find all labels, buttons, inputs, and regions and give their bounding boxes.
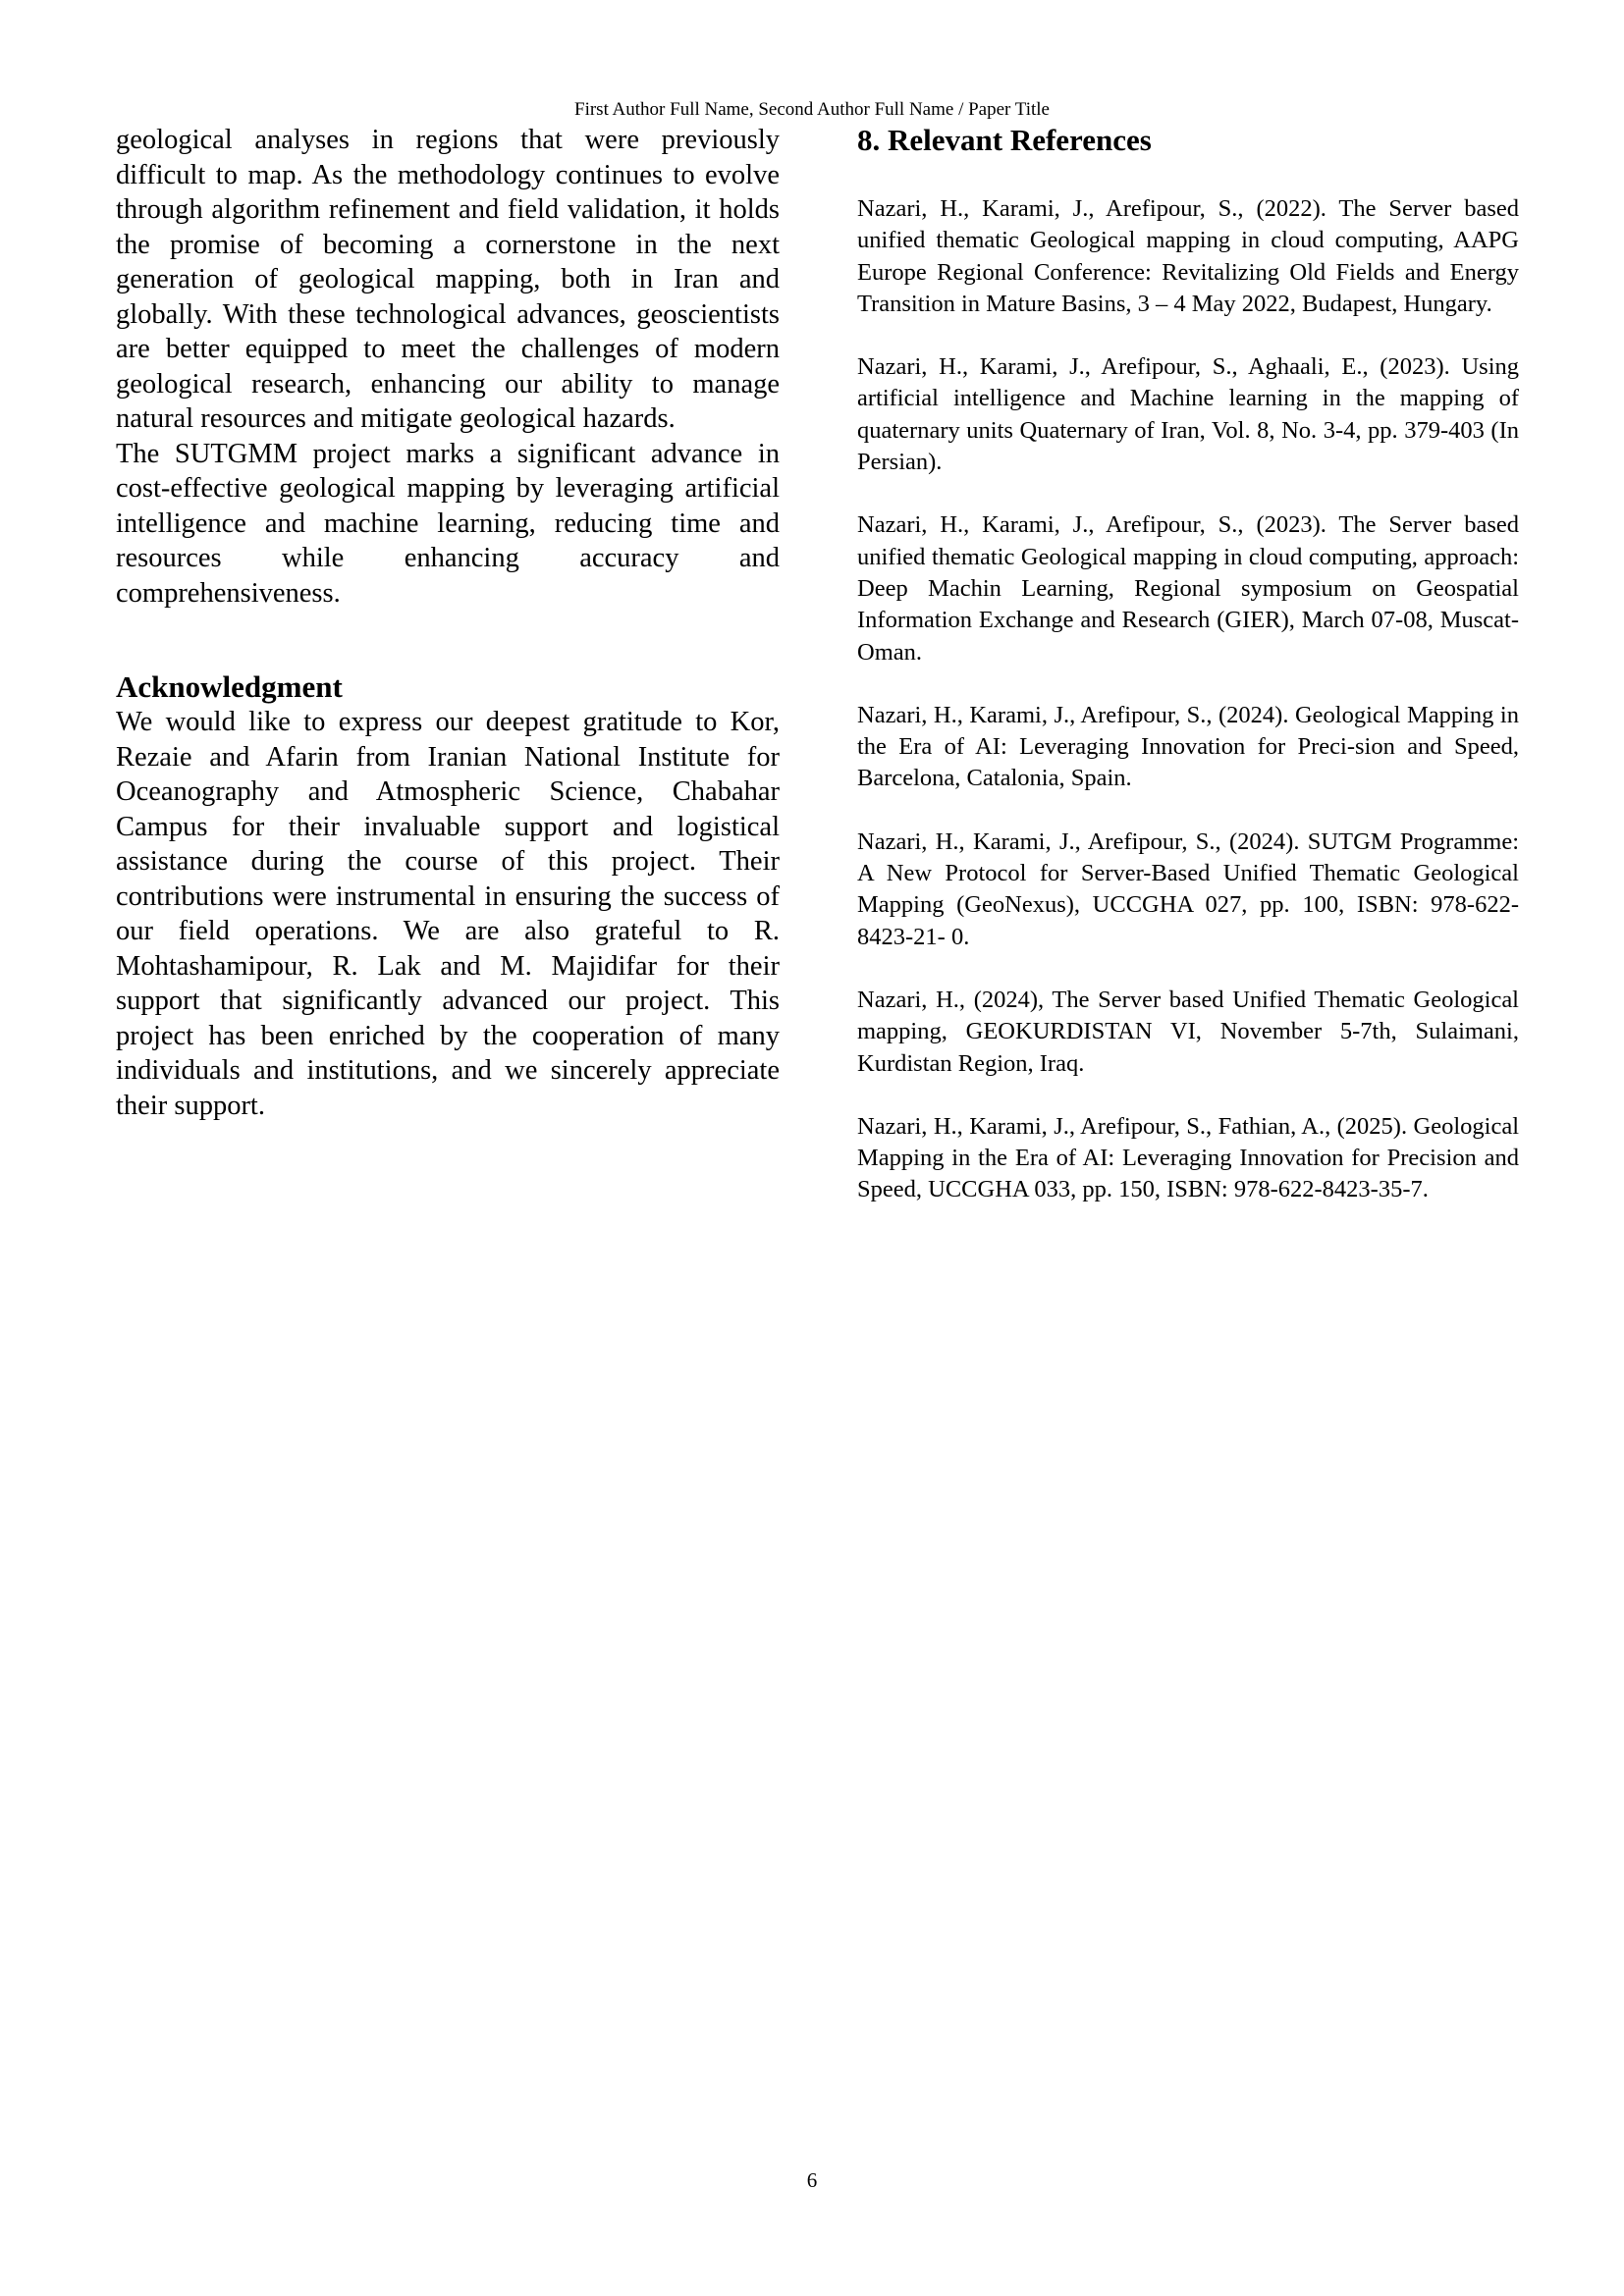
left-column <box>116 123 780 1123</box>
reference-list <box>857 193 1519 1206</box>
right-column <box>857 123 1519 1238</box>
reference-item: Nazari, H., Karami, J., Arefipour, S., (2023). The Server based unified thematic Geological mapping in cloud computing, approach: Deep Machin Learning, Regional symposium on Geospatial Information Exchange and Research (GIER), March 07-08, Muscat-Oman. <box>857 511 1519 666</box>
references-heading: 8. Relevant References <box>857 123 1152 157</box>
acknowledgment-heading: Acknowledgment <box>116 669 343 704</box>
page-number: 6 <box>806 2168 818 2192</box>
reference-item: Nazari, H., (2024), The Server based Unified Thematic Geological mapping, GEOKURDISTAN VI, November 5-7th, Sulaimani, Kurdistan Region, Iraq. <box>857 986 1519 1077</box>
sutgmm-summary-paragraph: The SUTGMM project marks a significant advance in cost-effective geological mapping by leveraging artificial intelligence and machine learning, reducing time and resources while enhancing accuracy and comprehensiveness. <box>116 438 780 609</box>
reference-item: Nazari, H., Karami, J., Arefipour, S., Fathian, A., (2025). Geological Mapping in the Era of AI: Leveraging Innovation for Precision and Speed, UCCGHA 033, pp. 150, ISBN: 978-622-8423-35-7. <box>857 1112 1519 1203</box>
reference-item: Nazari, H., Karami, J., Arefipour, S., Aghaali, E., (2023). Using artificial intelligence and Machine learning in the mapping of quaternary units Quaternary of Iran, Vol. 8, No. 3-4, pp. 379-403 (In Persian). <box>857 353 1519 476</box>
reference-item: Nazari, H., Karami, J., Arefipour, S., (2024). Geological Mapping in the Era of AI: Leveraging Innovation for Preci-sion and Speed, Barcelona, Catalonia, Spain. <box>857 701 1519 792</box>
reference-item: Nazari, H., Karami, J., Arefipour, S., (2024). SUTGM Programme: A New Protocol for Server-Based Unified Thematic Geological Mapping (GeoNexus), UCCGHA 027, pp. 100, ISBN: 978-622-8423-21- 0. <box>857 828 1519 950</box>
reference-item: Nazari, H., Karami, J., Arefipour, S., (2022). The Server based unified thematic Geological mapping in cloud computing, AAPG Europe Regional Conference: Revitalizing Old Fields and Energy Transition in Mature Basins, 3 – 4 May 2022, Budapest, Hungary. <box>857 195 1519 317</box>
running-header: First Author Full Name, Second Author Full Name / Paper Title <box>574 99 1050 120</box>
acknowledgment-paragraph: We would like to express our deepest gratitude to Kor, Rezaie and Afarin from Iranian National Institute for Oceanography and Atmospheric Science, Chabahar Campus for their invaluable support and logistical assistance during the course of this project. Their contributions were instrumental in ensuring the success of our field operations. We are also grateful to R. Mohtashamipour, R. Lak and M. Majidifar for their support that significantly advanced our project. This project has been enriched by the cooperation of many individuals and institutions, and we sincerely appreciate their support. <box>116 707 780 1121</box>
conclusion-paragraph: geological analyses in regions that were previously difficult to map. As the methodology continues to evolve through algorithm refinement and field validation, it holds the promise of becoming a cornerstone in the next generation of geological mapping, both in Iran and globally. With these technological advances, geoscientists are better equipped to meet the challenges of modern geological research, enhancing our ability to manage natural resources and mitigate geological hazards. <box>116 125 780 434</box>
